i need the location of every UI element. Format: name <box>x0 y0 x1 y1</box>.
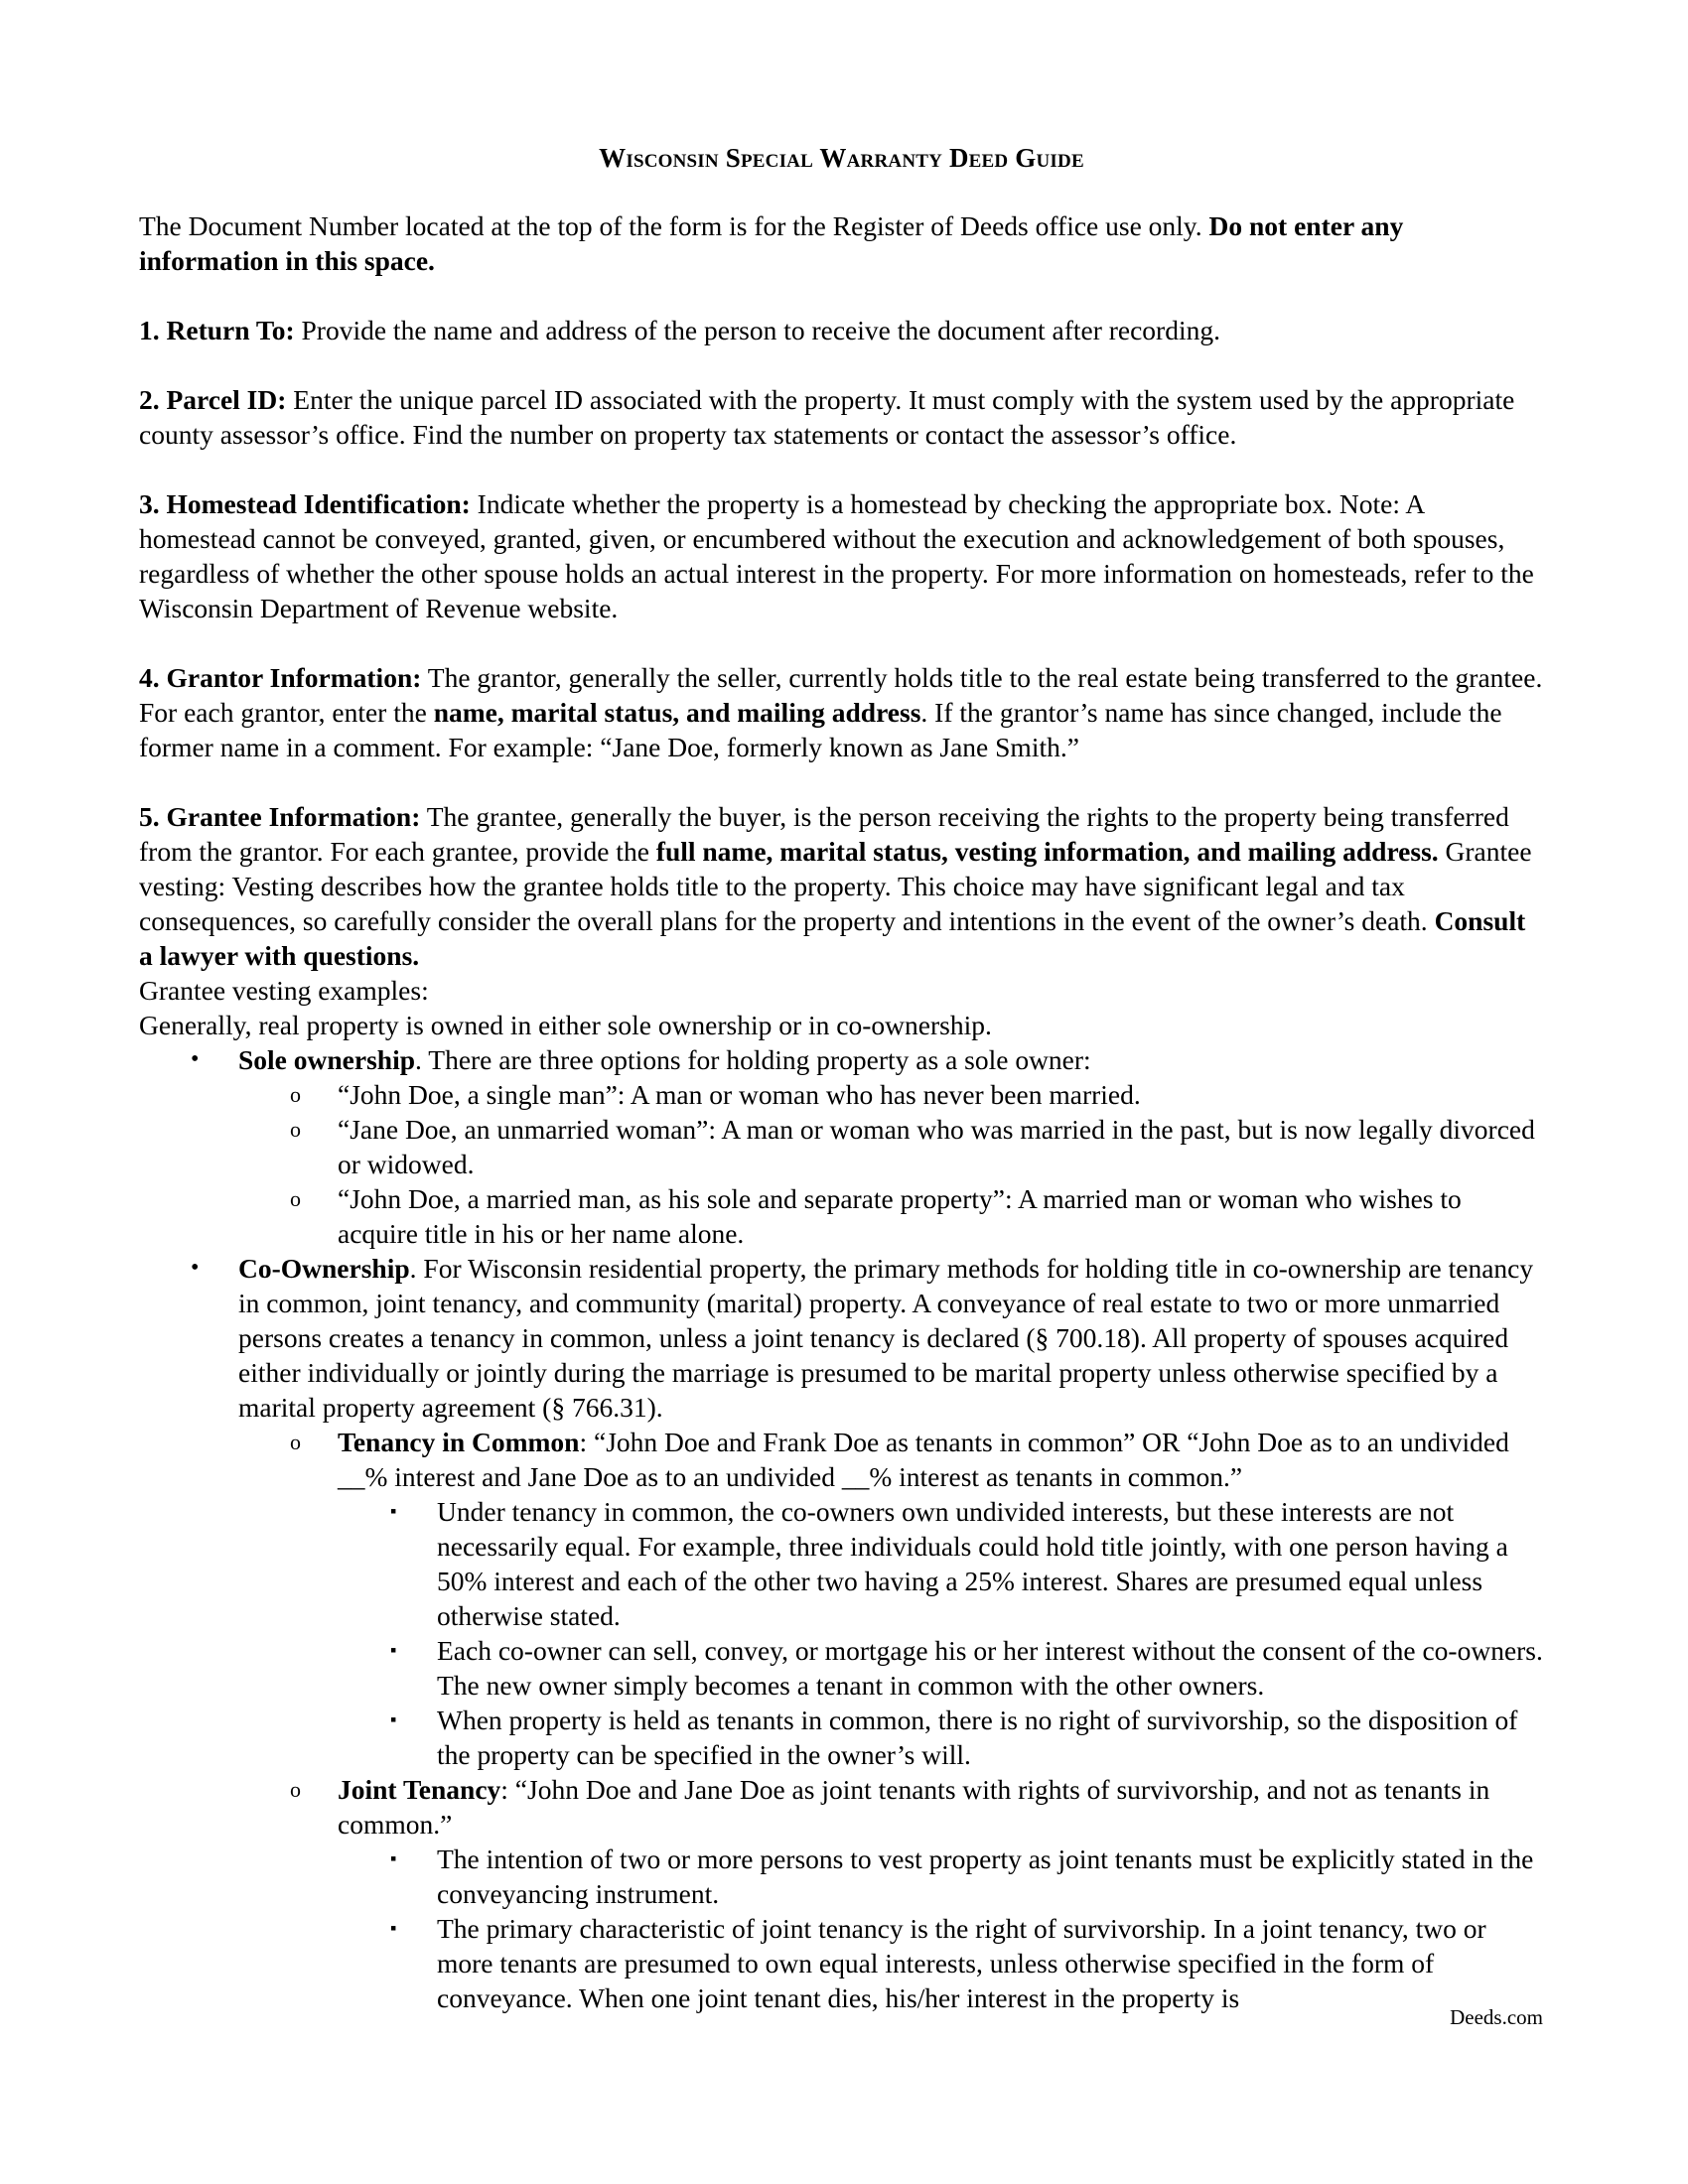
list-item-co-ownership: • Co-Ownership. For Wisconsin residential property, the primary methods for holding title in co-ownership are tenancy in common, joint tenancy, and community (marital) property. A conveyance of real estate to two or more unmarried persons creates a tenancy in common, unless a joint tenancy is declared (§ 700.18). All property of spouses acquired either individually or jointly during the marriage is presumed to be marital property unless otherwise specified by a marital property agreement (§ 766.31). <box>191 1253 1534 1423</box>
square-bullet-icon: ▪ <box>390 1640 397 1660</box>
footer-brand: Deeds.com <box>1450 2005 1543 2029</box>
section-label: 2. Parcel ID: <box>139 384 287 415</box>
list-item-joint-tenancy: o Joint Tenancy: “John Doe and Jane Doe as joint tenants with rights of survivorship, and not as tenants in common.” <box>290 1774 1490 1840</box>
vesting-heading: Grantee vesting examples: <box>139 975 429 1006</box>
list-item: ▪ Under tenancy in common, the co-owners own undivided interests, but these interests are not necessarily equal. For example, three individuals could hold title jointly, with one person having a 50% interest and each of the other two having a 25% interest. Shares are presumed equal unless otherwise stated. <box>390 1496 1508 1631</box>
square-bullet-icon: ▪ <box>390 1848 397 1868</box>
square-bullet-icon: ▪ <box>390 1501 397 1521</box>
section-homestead: 3. Homestead Identification: Indicate whether the property is a homestead by checking the appropriate box. Note: A homestead cannot be conveyed, granted, given, or encumbered without the execution and acknowledgement of both spouses, regardless of whether the other spouse holds an actual interest in the property. For more information on homesteads, refer to the Wisconsin Department of Revenue website. <box>139 488 1534 623</box>
list-item: ▪ The primary characteristic of joint tenancy is the right of survivorship. In a joint tenancy, two or more tenants are presumed to own equal interests, unless otherwise specified in the form of conveyance. When one joint tenant dies, his/her interest in the property is <box>390 1913 1486 2013</box>
list-item-sole-ownership: • Sole ownership. There are three options for holding property as a sole owner: <box>191 1044 1091 1075</box>
circle-bullet-icon: o <box>290 1430 301 1454</box>
list-item: ▪ The intention of two or more persons to vest property as joint tenants must be explicitly stated in the conveyancing instrument. <box>390 1843 1534 1909</box>
bullet-icon: • <box>191 1255 200 1281</box>
circle-bullet-icon: o <box>290 1777 301 1802</box>
list-item: o “John Doe, a single man”: A man or woman who has never been married. <box>290 1079 1141 1110</box>
section-grantor: 4. Grantor Information: The grantor, generally the seller, currently holds title to the real estate being transferred to the grantee. For each grantor, enter the name, marital status, and mailing address. If the grantor’s name has since changed, include the former name in a comment. For example: “Jane Doe, formerly known as Jane Smith.” <box>139 662 1543 762</box>
list-item: o “John Doe, a married man, as his sole and separate property”: A married man or woman who wishes to acquire title in his or her name alone. <box>290 1183 1462 1249</box>
list-item: o “Jane Doe, an unmarried woman”: A man or woman who was married in the past, but is now legally divorced or widowed. <box>290 1114 1535 1179</box>
list-item: ▪ Each co-owner can sell, convey, or mortgage his or her interest without the consent of the co-owners. The new owner simply becomes a tenant in common with the other owners. <box>390 1635 1543 1701</box>
section-label: 4. Grantor Information: <box>139 662 422 693</box>
intro-paragraph: The Document Number located at the top of the form is for the Register of Deeds office use only. Do not enter any information in this space. <box>139 210 1404 276</box>
vesting-intro: Generally, real property is owned in either sole ownership or in co-ownership. <box>139 1010 992 1040</box>
section-label: 3. Homestead Identification: <box>139 488 471 519</box>
document-title: Wisconsin Special Warranty Deed Guide <box>599 143 1084 173</box>
document-body <box>139 208 1544 2015</box>
list-item: ▪ When property is held as tenants in common, there is no right of survivorship, so the disposition of the property can be specified in the owner’s will. <box>390 1705 1518 1770</box>
list-item-tenancy-in-common: o Tenancy in Common: “John Doe and Frank Doe as tenants in common” OR “John Doe as to an undivided __% interest and Jane Doe as to an undivided __% interest as tenants in common.” <box>290 1427 1509 1492</box>
circle-bullet-icon: o <box>290 1117 301 1142</box>
bullet-icon: • <box>191 1046 200 1072</box>
square-bullet-icon: ▪ <box>390 1918 397 1938</box>
circle-bullet-icon: o <box>290 1186 301 1211</box>
section-parcel-id: 2. Parcel ID: Enter the unique parcel ID associated with the property. It must comply with the system used by the appropriate county assessor’s office. Find the number on property tax statements or contact the assessor’s office. <box>139 384 1515 450</box>
section-grantee: 5. Grantee Information: The grantee, generally the buyer, is the person receiving the rights to the property being transferred from the grantor. For each grantee, provide the full name, marital status, vesting information, and mailing address. Grantee vesting: Vesting describes how the grantee holds title to the property. This choice may have significant legal and tax consequences, so carefully consider the overall plans for the property and intentions in the event of the owner’s death. Consult a lawyer with questions. <box>139 801 1532 971</box>
square-bullet-icon: ▪ <box>390 1709 397 1729</box>
section-label: 5. Grantee Information: <box>139 801 421 832</box>
section-label: 1. Return To: <box>139 315 295 345</box>
circle-bullet-icon: o <box>290 1082 301 1107</box>
section-return-to: 1. Return To: Provide the name and address of the person to receive the document after recording. <box>139 315 1220 345</box>
